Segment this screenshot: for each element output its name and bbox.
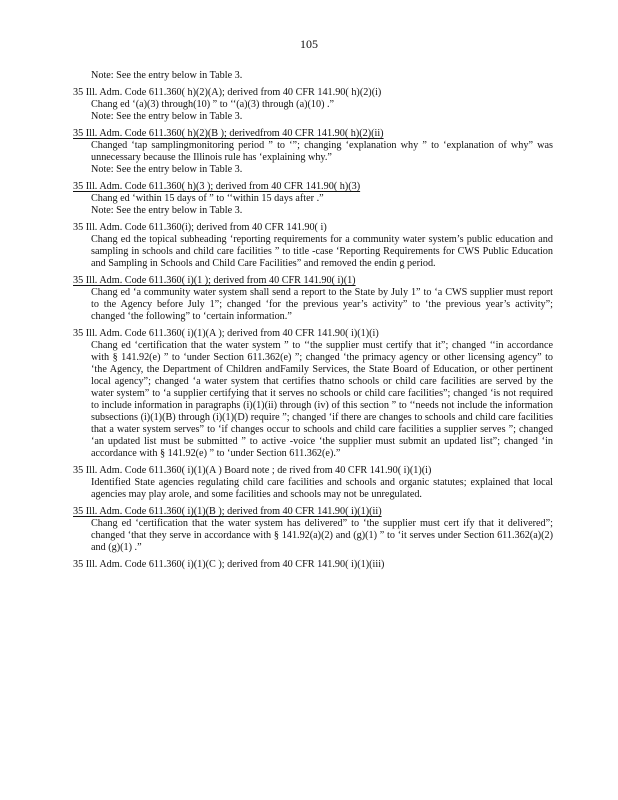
entry-change-description: Chang ed ‘certification that the water system ” to ‘‘the supplier must certify that it”; changed ‘‘in accordance with § 141.92(e) ” to ‘under Section 611.362(e) ”; changed ‘the primacy agency or other licensing agency” to ‘the Agency, the Department of Children andFamily Services, the State Board of Education, or other pertinent local agency”; changed ‘a water system that certifies thatno schools or child care facilities are served by the water system” to ‘a supplier certifying that it serves no schools or child care facilities”; changed ‘is not required to include information in paragraphs (i)(1)(ii) through (iv) of this section ” to ‘‘needs not include the information subsections (i)(1)(B) through (i)(1)(D) require ”; changed ‘if there are changes to schools and child care facilities that a water system serves” to ‘if changes occur to schools and child care facilities a supplier serves ”; changed ‘an updated list must be submitted ” to active -voice ‘the supplier must submit an updated list”; changed ‘in accordance with § 141.92(e) ” to ‘under Section 611.362(e).”: [91, 340, 553, 459]
entry-note: Note: See the entry below in Table 3.: [91, 164, 243, 175]
entry-list: [73, 87, 553, 571]
entry-citation: 35 Ill. Adm. Code 611.360( h)(3 ); derived from 40 CFR 141.90( h)(3): [73, 181, 361, 192]
amendment-entry: [73, 181, 553, 217]
amendment-entry: [73, 328, 553, 460]
entry-note: Note: See the entry below in Table 3.: [91, 111, 243, 122]
entry-citation: 35 Ill. Adm. Code 611.360( h)(2)(A); derived from 40 CFR 141.90( h)(2)(i): [73, 87, 382, 98]
entry-note: Note: See the entry below in Table 3.: [91, 205, 243, 216]
entry-citation: 35 Ill. Adm. Code 611.360( i)(1 ); derived from 40 CFR 141.90( i)(1): [73, 275, 356, 286]
entry-change-description: Changed ‘tap samplingmonitoring period ” to ‘”; changing ‘explanation why ” to ‘explanation of why” was unnecessary because the Illinois rule has ‘explaining why.”: [91, 140, 553, 163]
entry-change-description: Chang ed ‘within 15 days of ” to ‘‘within 15 days after .”: [91, 193, 324, 204]
page-number: 105: [300, 37, 318, 51]
entry-citation: 35 Ill. Adm. Code 611.360( h)(2)(B ); derivedfrom 40 CFR 141.90( h)(2)(ii): [73, 128, 384, 139]
amendment-entry: [73, 559, 553, 571]
amendment-entry: [73, 222, 553, 270]
page-content: [73, 70, 553, 576]
amendment-entry: [73, 87, 553, 123]
entry-change-description: Chang ed ‘certification that the water system has delivered” to ‘the supplier must cert ify that it delivered”; changed ‘that they serve in accordance with § 141.92(a)(2) and (g)(1) ” to ‘it serves under Section 611.362(a)(2) and (g)(1) .”: [91, 518, 553, 553]
entry-citation: 35 Ill. Adm. Code 611.360( i)(1)(A ) Board note ; de rived from 40 CFR 141.90( i)(1)(i): [73, 465, 432, 476]
entry-change-description: Chang ed ‘(a)(3) through(10) ” to ‘‘(a)(3) through (a)(10) .”: [91, 99, 335, 110]
entry-change-description: Chang ed ‘a community water system shall send a report to the State by July 1” to ‘a CWS supplier must report to the Agency before July 1”; changed ‘for the previous year’s activity” to ‘the previous year’s activity”; changed ‘the following” to ‘certain information.”: [91, 287, 553, 322]
amendment-entry: [73, 128, 553, 176]
amendment-entry: [73, 465, 553, 501]
entry-citation: 35 Ill. Adm. Code 611.360(i); derived from 40 CFR 141.90( i): [73, 222, 327, 233]
entry-change-description: Identified State agencies regulating child care facilities and schools and organic statutes; explained that local agencies may play arole, and some facilities and schools may not be unregulated.: [91, 477, 553, 500]
note: Note: See the entry below in Table 3.: [91, 70, 243, 81]
amendment-entry: [73, 275, 553, 323]
entry-citation: 35 Ill. Adm. Code 611.360( i)(1)(C ); derived from 40 CFR 141.90( i)(1)(iii): [73, 559, 385, 570]
entry-citation: 35 Ill. Adm. Code 611.360( i)(1)(B ); derived from 40 CFR 141.90( i)(1)(ii): [73, 506, 382, 517]
amendment-entry: [73, 506, 553, 554]
entry-change-description: Chang ed the topical subheading ‘reporting requirements for a community water system’s public education and sampling in schools and child care facilities ” to title -case ‘Reporting Requirements for CWS Public Education and Sampling in Schools and Child Care Facilities” and removed the endin g period.: [91, 234, 553, 269]
entry-citation: 35 Ill. Adm. Code 611.360( i)(1)(A ); derived from 40 CFR 141.90( i)(1)(i): [73, 328, 379, 339]
